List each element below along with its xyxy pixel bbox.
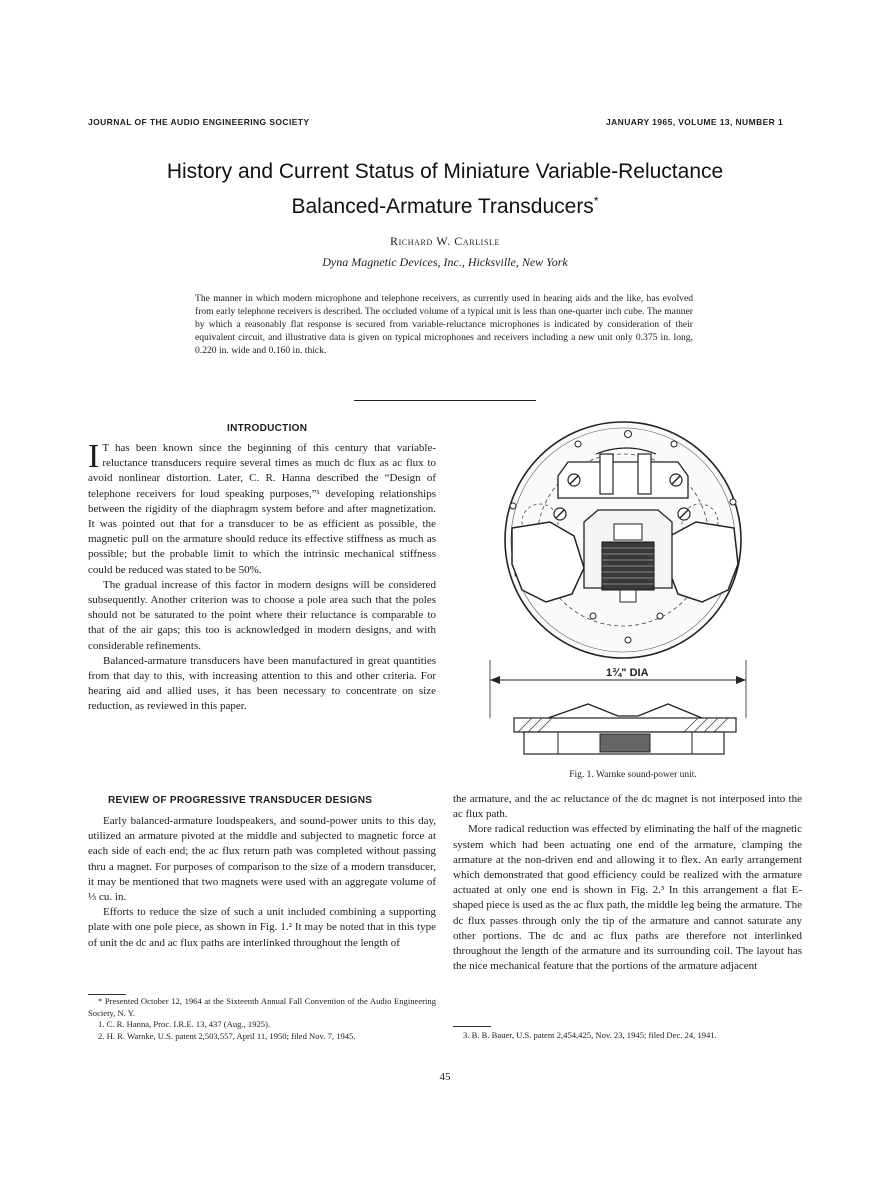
intro-paragraph-1 (88, 438, 436, 578)
footnote-3: 3. B. B. Bauer, U.S. patent 2,454,425, Nov. 23, 1945; filed Dec. 24, 1941. (463, 1030, 717, 1040)
title-line-2-text: Balanced-Armature Transducers (291, 195, 594, 218)
footnote-rule-left (88, 994, 126, 995)
title-line-1: History and Current Status of Miniature Variable-Reluctance (166, 160, 724, 183)
mount-hole-left (510, 503, 516, 509)
footnote-star: * Presented October 12, 1964 at the Sixteenth Annual Fall Convention of the Audio Engineering Society, N. Y. (88, 996, 436, 1018)
diaphragm-profile (548, 704, 702, 718)
mount-hole (657, 613, 663, 619)
pole-piece-right (668, 522, 738, 602)
footnote-1: 1. C. R. Hanna, Proc. I.R.E. 13, 437 (Aug., 1925). (98, 1019, 271, 1029)
armature (614, 524, 642, 540)
title-line-2 (0, 194, 890, 219)
mount-hole (575, 441, 581, 447)
intro-paragraph-1-text: T has been known since the beginning of this century that variable-reluctance transducers require several times as much dc flux as ac flux to avoid nonlinear distortion. Later, C. R. Hanna described the “Design of telephone receivers for loud speaking purposes,”¹ developing relationships between the rigidity of the diaphragm system before and after magnetization. It was pointed out that for a transducer to be as efficient as possible, the magnetic pull on the armature should reduce its effective stiffness as much as possible; but the probable limit to which the intrinsic mechanical stiffness could be reduced was stated to be 50%. (88, 442, 436, 576)
dimension-arrow-right (736, 676, 746, 684)
footnote-2: 2. H. R. Warnke, U.S. patent 2,503,557, April 11, 1950; filed Nov. 7, 1945. (98, 1030, 356, 1041)
mount-hole (590, 613, 596, 619)
affiliation: Dyna Magnetic Devices, Inc., Hicksville, New York (322, 255, 568, 269)
screw-icon (670, 474, 682, 486)
review-heading: REVIEW OF PROGRESSIVE TRANSDUCER DESIGNS (108, 795, 373, 806)
abstract: The manner in which modern microphone and telephone receivers, as currently used in hearing aids and the like, has evolved from early telephone receivers is described. The occluded volume of a typical unit is less than one-quarter inch cube. The manner by which a reasonably flat response is secured from variable-reluctance microphones is indicated by consideration of their equivalent circuit, and illustrative data is given on typical microphones and receivers including a new unit only 0.375 in. long, 0.220 in. wide and 0.160 in. thick. (195, 293, 693, 357)
figure-caption: Fig. 1. Warnke sound-power unit. (569, 770, 697, 780)
drop-cap: I (88, 438, 100, 475)
review-paragraph-2: Efforts to reduce the size of such a unit included combining a supporting plate with one pole piece, as shown in Fig. 1.² It may be noted that in this type of unit the dc and ac flux paths are interlinked throughout the length of (88, 906, 436, 949)
elevation-coil (600, 734, 650, 752)
introduction-body (88, 438, 436, 715)
screw-icon (568, 474, 580, 486)
footnotes-left (88, 996, 436, 1042)
intro-paragraph-2: The gradual increase of this factor in modern designs will be considered subsequently. Another criterion was to choose a pole area such that the poles should not be saturated to the point where their reluctance is comparable to that of the air gaps; this too is acknowledged in modern designs, and with considerable refinements. (88, 578, 436, 652)
intro-paragraph-3: Balanced-armature transducers have been manufactured in great quantities from that day to this, with increasing attention to this and other criteria. For hearing aid and allied uses, it has been necessary to concentrate on size reduction, as reviewed in this paper. (88, 654, 436, 713)
mount-hole-bottom (625, 637, 631, 643)
dimension-label: 1¾" DIA (606, 667, 649, 679)
author-name: Richard W. Carlisle (390, 234, 500, 248)
page-number: 45 (439, 1071, 451, 1083)
terminal-post (600, 454, 613, 494)
issue-header: JANUARY 1965, VOLUME 13, NUMBER 1 (606, 117, 784, 127)
introduction-heading: INTRODUCTION (227, 423, 308, 434)
right-paragraph-2: More radical reduction was effected by eliminating the half of the magnetic system which had been actuating one end of the armature, clamping the armature at the non-driven end and allowing it to flex. An early arrangement which demonstrated that good efficiency could be realized with the armature actuated at only one end is shown in Fig. 2.³ In this arrangement a flat E-shaped piece is used as the ac flux path, the middle leg being the armature. The dc flux passes through only the tip of the armature and cannot saturate any other portions. The dc and ac flux paths are therefore not interlinked throughout the length of the armature and its surrounding coil. The layout has the nice mechanical feature that the portions of the armature adjacent (453, 823, 802, 973)
elevation-plate (514, 718, 736, 732)
screw-icon (554, 508, 566, 520)
drive-pin (620, 590, 636, 602)
terminal-post (638, 454, 651, 494)
mount-hole (671, 441, 677, 447)
title-footnote-mark: * (593, 194, 599, 208)
journal-header: JOURNAL OF THE AUDIO ENGINEERING SOCIETY (88, 117, 310, 127)
mount-hole-right (730, 499, 736, 505)
section-divider (354, 400, 536, 401)
mount-hole-top (625, 431, 632, 438)
figure-warnke-unit (488, 418, 778, 770)
right-paragraph-1: the armature, and the ac reluctance of the dc magnet is not interposed into the ac flux path. (453, 793, 802, 821)
review-paragraph-1: Early balanced-armature loudspeakers, and sound-power units to this day, utilized an armature pivoted at the middle and subjected to magnetic force at each side of each end; the ac flux return path was completed without passing thru a magnet. For purposes of comparison to the size of a modern transducer, it may be mentioned that two magnets were used with an aggregate volume of ⅓ cu. in. (88, 815, 436, 904)
footnotes-right (453, 1030, 802, 1042)
screw-icon (678, 508, 690, 520)
dimension-arrow-left (490, 676, 500, 684)
footnote-rule-right (453, 1026, 491, 1027)
right-column-body (453, 792, 802, 974)
review-body (88, 814, 436, 951)
